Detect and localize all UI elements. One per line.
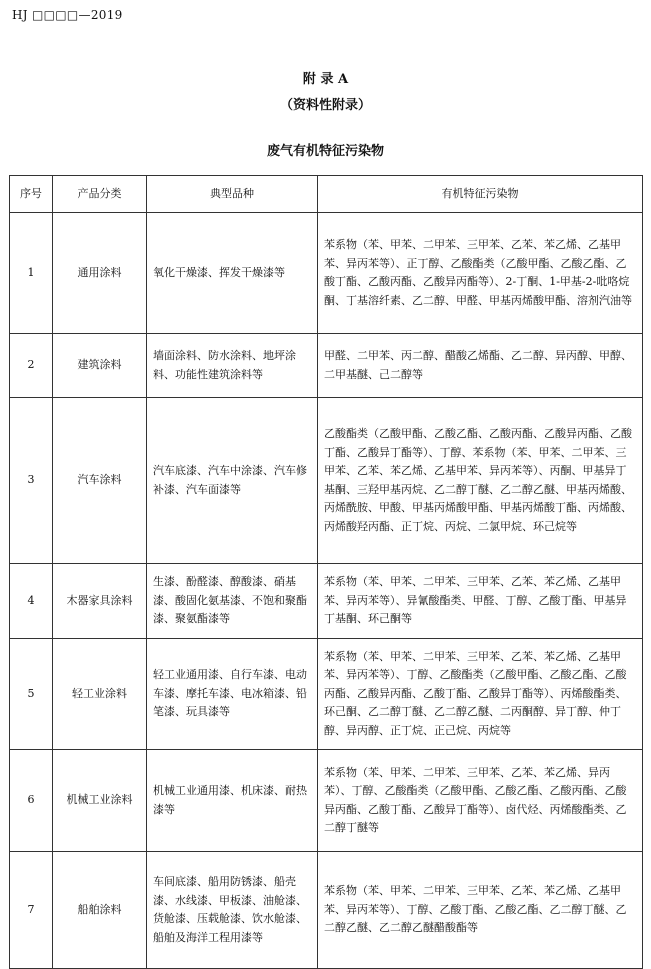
product-category: 木器家具涂料 (53, 564, 147, 639)
organic-pollutants: 乙酸酯类（乙酸甲酯、乙酸乙酯、乙酸丙酯、乙酸异丙酯、乙酸丁酯、乙酸异丁酯等）、丁醇、苯系物（苯、甲苯、二甲苯、三甲苯、乙苯、苯乙烯、乙基甲苯、异丙苯等）、丙酮、甲基异丁基酮、三羟甲基丙烷、乙二醇丁醚、乙二醇乙醚、甲基丙烯酸、丙烯酰胺、甲酸、甲基丙烯酸甲酯、甲基丙烯酸丁酯、丙烯酸、丙烯酸羟丙酯、正丁烷、丙烷、二氯甲烷、环己烷等 (318, 398, 643, 564)
column-header-pollutants: 有机特征污染物 (318, 176, 643, 213)
row-number: 3 (10, 398, 53, 564)
product-category: 船舶涂料 (53, 852, 147, 969)
column-header-no: 序号 (10, 176, 53, 213)
product-category: 建筑涂料 (53, 334, 147, 398)
typical-varieties: 机械工业通用漆、机床漆、耐热漆等 (147, 750, 318, 852)
row-number: 5 (10, 639, 53, 750)
product-category: 轻工业涂料 (53, 639, 147, 750)
product-category: 汽车涂料 (53, 398, 147, 564)
row-number: 4 (10, 564, 53, 639)
table-title: 废气有机特征污染物 (266, 144, 384, 159)
row-number: 6 (10, 750, 53, 852)
pollutant-table (9, 175, 643, 969)
typical-varieties: 车间底漆、船用防锈漆、船壳漆、水线漆、甲板漆、油舱漆、货舱漆、压载舱漆、饮水舱漆、船舶及海洋工程用漆等 (147, 852, 318, 969)
typical-varieties: 生漆、酚醛漆、醇酸漆、硝基漆、酸固化氨基漆、不饱和聚酯漆、聚氨酯漆等 (147, 564, 318, 639)
table-row (10, 750, 643, 852)
row-number: 7 (10, 852, 53, 969)
organic-pollutants: 苯系物（苯、甲苯、二甲苯、三甲苯、乙苯、苯乙烯、乙基甲苯、异丙苯等）、异氰酸酯类、甲醛、丁醇、乙酸丁酯、甲基异丁基酮、环己酮等 (318, 564, 643, 639)
table-row (10, 398, 643, 564)
appendix-subtitle: （资料性附录） (279, 98, 371, 113)
row-number: 2 (10, 334, 53, 398)
organic-pollutants: 苯系物（苯、甲苯、二甲苯、三甲苯、乙苯、苯乙烯、乙基甲苯、异丙苯等）、丁醇、乙酸丁酯、乙酸乙酯、乙二醇丁醚、乙二醇乙醚、乙二醇乙醚醋酸酯等 (318, 852, 643, 969)
organic-pollutants: 苯系物（苯、甲苯、二甲苯、三甲苯、乙苯、苯乙烯、乙基甲苯、异丙苯等）、正丁醇、乙酸酯类（乙酸甲酯、乙酸乙酯、乙酸丁酯、乙酸丙酯、乙酸异丙酯等）、2-丁酮、1-甲基-2-吡咯烷酮、丁基溶纤素、乙二醇、甲醛、甲基丙烯酸甲酯、溶剂汽油等 (318, 213, 643, 334)
product-category: 通用涂料 (53, 213, 147, 334)
product-category: 机械工业涂料 (53, 750, 147, 852)
table-row (10, 334, 643, 398)
typical-varieties: 汽车底漆、汽车中涂漆、汽车修补漆、汽车面漆等 (147, 398, 318, 564)
column-header-category: 产品分类 (53, 176, 147, 213)
table-row (10, 852, 643, 969)
page-header: HJ □□□□—2019 (12, 8, 123, 22)
table-row (10, 564, 643, 639)
typical-varieties: 轻工业通用漆、自行车漆、电动车漆、摩托车漆、电冰箱漆、铅笔漆、玩具漆等 (147, 639, 318, 750)
organic-pollutants: 甲醛、二甲苯、丙二醇、醋酸乙烯酯、乙二醇、异丙醇、甲醇、二甲基醚、己二醇等 (318, 334, 643, 398)
table-row (10, 639, 643, 750)
organic-pollutants: 苯系物（苯、甲苯、二甲苯、三甲苯、乙苯、苯乙烯、乙基甲苯、异丙苯等）、丁醇、乙酸酯类（乙酸甲酯、乙酸乙酯、乙酸丙酯、乙酸异丙酯、乙酸丁酯、乙酸异丁酯等）、丙烯酸酯类、环己酮、乙二醇丁醚、乙二醇乙醚、二丙酮醇、异丁醇、仲丁醇、异丙醇、正丁烷、正己烷、丙烷等 (318, 639, 643, 750)
column-header-varieties: 典型品种 (147, 176, 318, 213)
typical-varieties: 墙面涂料、防水涂料、地坪涂料、功能性建筑涂料等 (147, 334, 318, 398)
row-number: 1 (10, 213, 53, 334)
typical-varieties: 氧化干燥漆、挥发干燥漆等 (147, 213, 318, 334)
table-header-row (10, 176, 643, 213)
organic-pollutants: 苯系物（苯、甲苯、二甲苯、三甲苯、乙苯、苯乙烯、异丙苯）、丁醇、乙酸酯类（乙酸甲酯、乙酸乙酯、乙酸丙酯、乙酸异丙酯、乙酸丁酯、乙酸异丁酯等）、卤代烃、丙烯酸酯类、乙二醇丁醚等 (318, 750, 643, 852)
table-row (10, 213, 643, 334)
appendix-title: 附 录 A (302, 72, 349, 87)
